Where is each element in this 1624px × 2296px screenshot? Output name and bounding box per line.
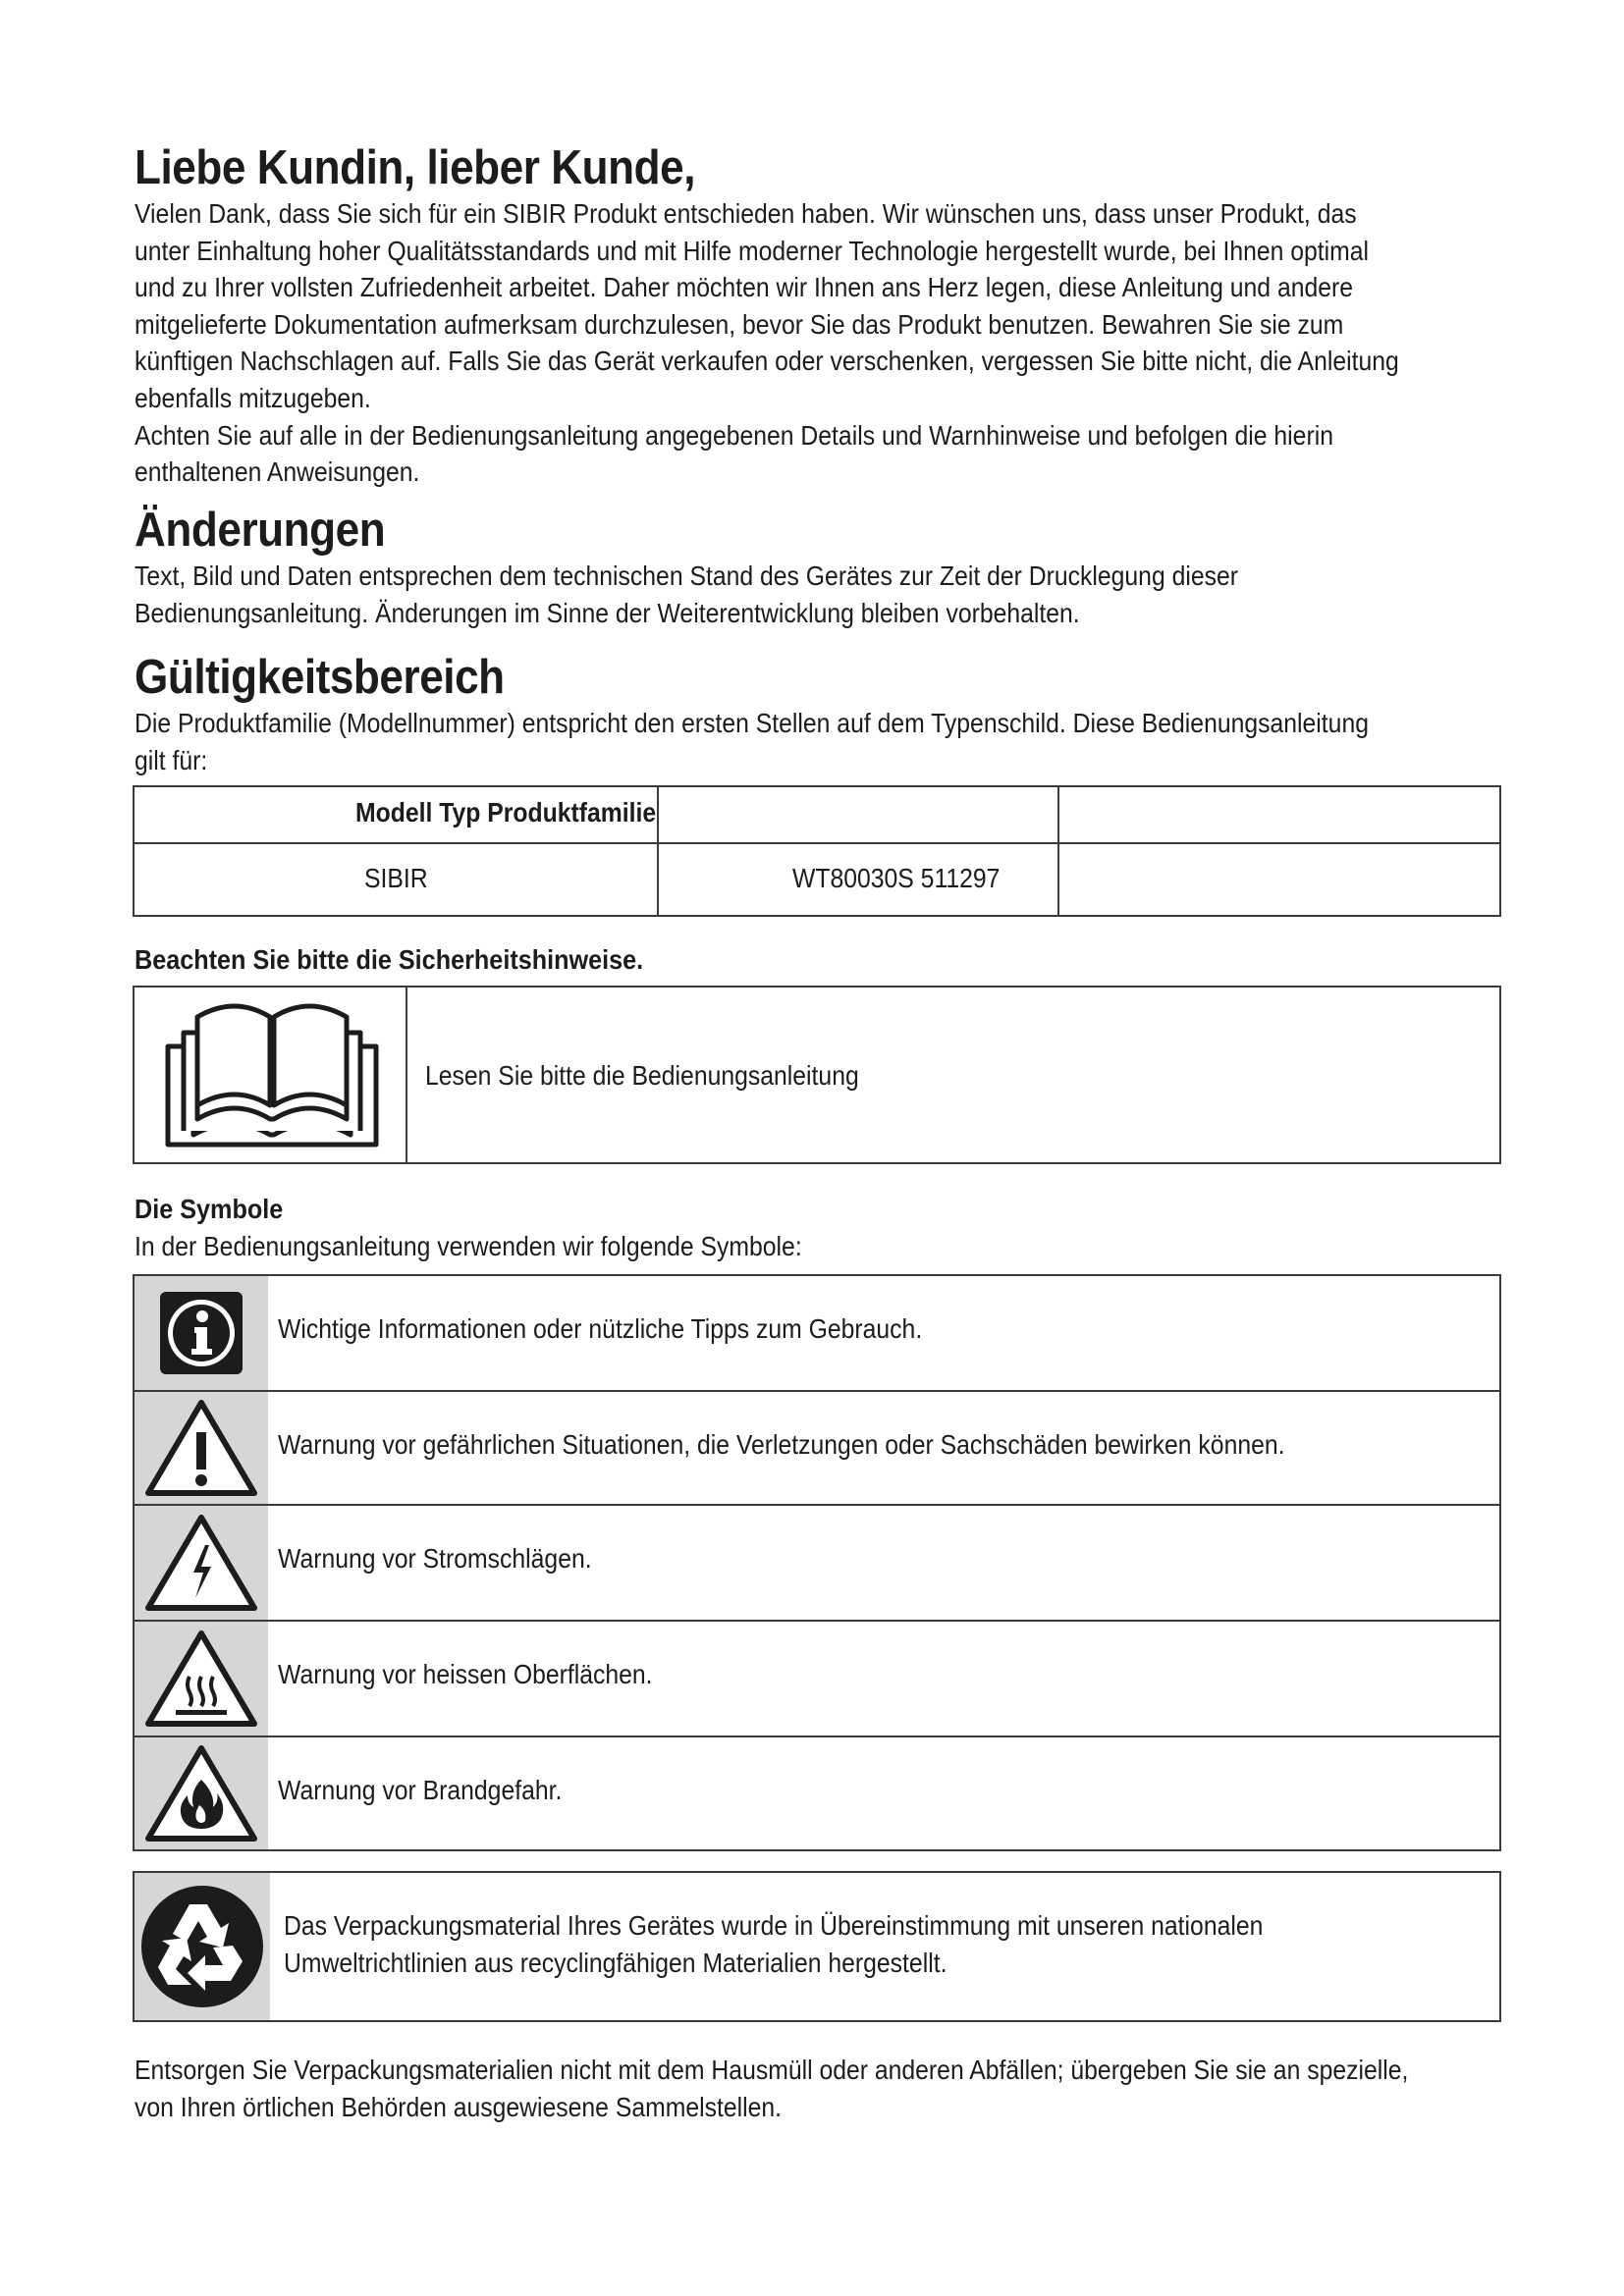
symbol-text: Wichtige Informationen oder nützliche Tipps zum Gebrauch. (278, 1313, 923, 1344)
safety-label: Beachten Sie bitte die Sicherheitshinweise. (135, 944, 644, 975)
warning-icon (142, 1397, 260, 1499)
manual-notice-box (133, 986, 1501, 1164)
symbols-table (133, 1274, 1501, 1851)
symbol-text: Warnung vor Brandgefahr. (278, 1775, 563, 1805)
recycling-box (133, 1871, 1501, 2022)
info-icon (154, 1286, 248, 1380)
symbol-row-warning (135, 1392, 1499, 1504)
greeting-line: mitgelieferte Dokumentation aufmerksam durchzulesen, bevor Sie das Produkt benutzen. Bewahren Sie sie zum (135, 308, 1344, 340)
changes-heading: Änderungen (135, 504, 386, 557)
greeting-line: Achten Sie auf alle in der Bedienungsanleitung angegebenen Details und Warnhinweise und befolgen die hierin (135, 419, 1333, 451)
fire-icon (142, 1742, 260, 1844)
greeting-line: enthaltenen Anweisungen. (135, 456, 420, 488)
changes-paragraph (135, 558, 1500, 631)
symbols-intro: In der Bedienungsanleitung verwenden wir folgende Symbole: (135, 1231, 802, 1261)
changes-line: Text, Bild und Daten entsprechen dem technischen Stand des Gerätes zur Zeit der Drucklegung dieser (135, 561, 1239, 591)
scope-line: Die Produktfamilie (Modellnummer) entspricht den ersten Stellen auf dem Typenschild. Diese Bedienungsanleitung (135, 708, 1369, 738)
model-table-header: Modell Typ Produktfamilie (355, 797, 657, 828)
symbol-text: Warnung vor heissen Oberflächen. (278, 1659, 653, 1689)
disposal-line: Entsorgen Sie Verpackungsmaterialien nicht mit dem Hausmüll oder anderen Abfällen; übergeben Sie sie an spezielle, (135, 2055, 1409, 2085)
recycling-text-line: Das Verpackungsmaterial Ihres Gerätes wurde in Übereinstimmung mit unseren nationalen (284, 1910, 1264, 1941)
greeting-line: und zu Ihrer vollsten Zufriedenheit arbeitet. Daher möchten wir Ihnen ans Herz legen, diese Anleitung und andere (135, 272, 1354, 303)
greeting-line: Vielen Dank, dass Sie sich für ein SIBIR Produkt entschieden haben. Wir wünschen uns, dass unser Produkt, das (135, 198, 1357, 229)
scope-line: gilt für: (135, 744, 208, 775)
model-table (133, 785, 1501, 917)
greeting-line: künftigen Nachschlagen auf. Falls Sie das Gerät verkaufen oder verschenken, vergessen Sie bitte nicht, die Anleitung (135, 346, 1399, 377)
scope-paragraph (135, 705, 1500, 778)
symbol-text: Warnung vor Stromschlägen. (278, 1543, 592, 1574)
model-table-model-cell: WT80030S 511297 (792, 863, 1001, 893)
symbol-row-electric (135, 1506, 1499, 1620)
symbol-row-fire (135, 1737, 1499, 1849)
symbol-text: Warnung vor gefährlichen Situationen, die Verletzungen oder Sachschäden bewirken können. (278, 1429, 1285, 1460)
scope-heading: Gültigkeitsbereich (135, 651, 505, 704)
book-icon (154, 997, 390, 1154)
electric-shock-icon (142, 1512, 260, 1614)
greeting-line: unter Einhaltung hoher Qualitätsstandards und mit Hilfe moderner Technologie hergestellt wurde, bei Ihnen optimal (135, 235, 1370, 266)
greeting-paragraph (135, 195, 1500, 491)
symbol-row-hot (135, 1622, 1499, 1735)
recycling-text-line: Umweltrichtlinien aus recyclingfähigen Materialien hergestellt. (284, 1948, 947, 1978)
greeting-line: ebenfalls mitzugeben. (135, 382, 371, 413)
manual-notice-text: Lesen Sie bitte die Bedienungsanleitung (425, 1060, 859, 1091)
hot-surface-icon (142, 1628, 260, 1730)
symbol-row-info (135, 1276, 1499, 1390)
greeting-heading: Liebe Kundin, lieber Kunde, (135, 141, 695, 194)
symbols-heading: Die Symbole (135, 1194, 284, 1224)
recycling-icon (138, 1883, 266, 2010)
disposal-line: von Ihren örtlichen Behörden ausgewiesene Sammelstellen. (135, 2091, 783, 2122)
disposal-paragraph (135, 2052, 1500, 2125)
changes-line: Bedienungsanleitung. Änderungen im Sinne der Weiterentwicklung bleiben vorbehalten. (135, 597, 1080, 628)
model-table-brand-cell: SIBIR (364, 863, 428, 893)
